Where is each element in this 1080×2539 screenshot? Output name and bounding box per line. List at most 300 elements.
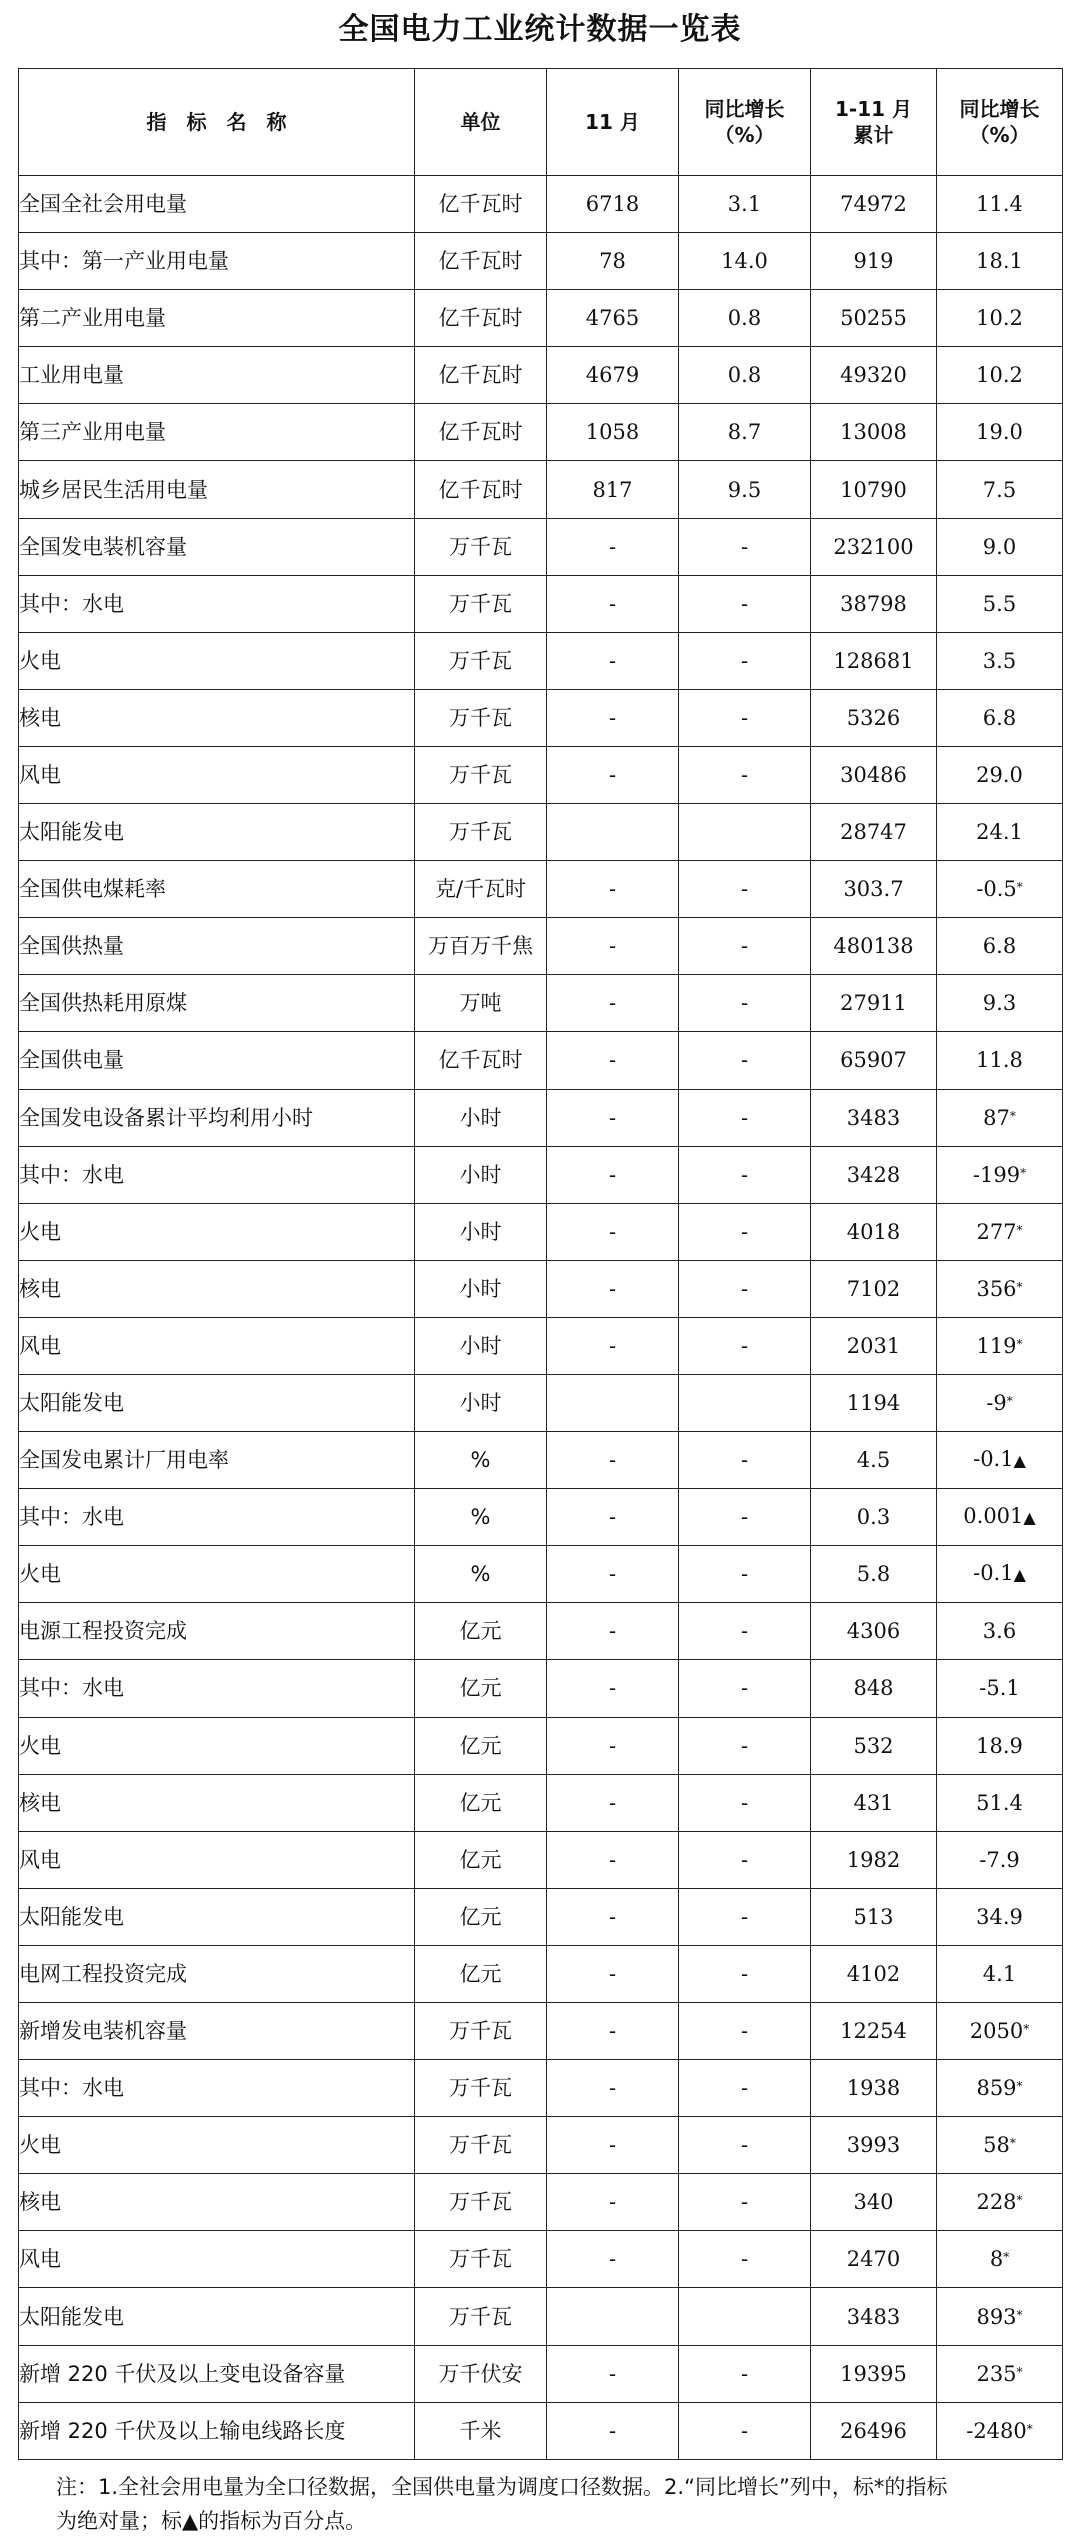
indicator-name-cell: 其中：水电 xyxy=(19,2060,415,2117)
yoy-month-cell: - xyxy=(679,1603,811,1660)
statistics-table xyxy=(18,68,1063,2460)
month-value-cell: - xyxy=(547,1888,679,1945)
yoy-cumulative-cell xyxy=(937,2003,1063,2060)
indicator-name-cell: 其中：第一产业用电量 xyxy=(19,233,415,290)
indicator-name-cell: 新增 220 千伏及以上输电线路长度 xyxy=(19,2402,415,2459)
yoy-cumulative-cell xyxy=(937,404,1063,461)
yoy-cumulative-cell xyxy=(937,1489,1063,1546)
indicator-name-cell: 其中：水电 xyxy=(19,1660,415,1717)
month-value-cell: - xyxy=(547,1146,679,1203)
unit-cell: 万千瓦 xyxy=(415,518,547,575)
table-row xyxy=(19,1432,1063,1489)
table-row xyxy=(19,2003,1063,2060)
yoy-month-cell: - xyxy=(679,1945,811,2002)
cumulative-value-cell: 3428 xyxy=(811,1146,937,1203)
table-row xyxy=(19,1603,1063,1660)
yoy-cumulative-value: -5.1 xyxy=(979,1676,1020,1701)
table-row xyxy=(19,632,1063,689)
cumulative-value-cell: 19395 xyxy=(811,2345,937,2402)
unit-cell: 亿千瓦时 xyxy=(415,176,547,233)
month-value-cell: - xyxy=(547,2060,679,2117)
indicator-name-cell: 新增 220 千伏及以上变电设备容量 xyxy=(19,2345,415,2402)
month-value-cell: - xyxy=(547,1831,679,1888)
cumulative-value-cell: 848 xyxy=(811,1660,937,1717)
month-value-cell: - xyxy=(547,1945,679,2002)
yoy-cumulative-value: 893 xyxy=(976,2304,1017,2329)
indicator-name-cell: 核电 xyxy=(19,689,415,746)
cumulative-value-cell: 5.8 xyxy=(811,1546,937,1603)
cumulative-value-cell: 74972 xyxy=(811,176,937,233)
percentage-point-mark: ▲ xyxy=(1013,1451,1026,1471)
month-value-cell: - xyxy=(547,1717,679,1774)
table-row xyxy=(19,2060,1063,2117)
cumulative-value-cell: 3483 xyxy=(811,1089,937,1146)
table-row xyxy=(19,1546,1063,1603)
unit-cell: 亿千瓦时 xyxy=(415,233,547,290)
yoy-cumulative-value: 2050 xyxy=(969,2019,1024,2044)
header-yoy-month xyxy=(679,69,811,176)
yoy-cumulative-value: 11.4 xyxy=(976,192,1023,217)
absolute-value-mark: * xyxy=(1023,2022,1030,2037)
indicator-name-cell: 工业用电量 xyxy=(19,347,415,404)
absolute-value-mark: * xyxy=(1016,2307,1023,2322)
yoy-month-cell: 3.1 xyxy=(679,176,811,233)
header-month: 11 月 xyxy=(547,69,679,176)
table-row xyxy=(19,1489,1063,1546)
yoy-cumulative-cell xyxy=(937,176,1063,233)
month-value-cell: - xyxy=(547,1260,679,1317)
table-row xyxy=(19,1888,1063,1945)
absolute-value-mark: * xyxy=(1016,2193,1023,2208)
yoy-cumulative-value: 8 xyxy=(989,2247,1004,2272)
indicator-name-cell: 全国供热耗用原煤 xyxy=(19,975,415,1032)
month-value-cell: - xyxy=(547,632,679,689)
yoy-cumulative-cell xyxy=(937,2345,1063,2402)
month-value-cell: - xyxy=(547,689,679,746)
yoy-cumulative-cell xyxy=(937,518,1063,575)
yoy-cumulative-value: 859 xyxy=(976,2076,1017,2101)
cumulative-value-cell: 50255 xyxy=(811,290,937,347)
yoy-cumulative-value: 29.0 xyxy=(976,762,1023,787)
cumulative-value-cell: 13008 xyxy=(811,404,937,461)
indicator-name-cell: 太阳能发电 xyxy=(19,804,415,861)
cumulative-value-cell: 12254 xyxy=(811,2003,937,2060)
unit-cell: 万千瓦 xyxy=(415,2174,547,2231)
indicator-name-cell: 太阳能发电 xyxy=(19,1374,415,1431)
cumulative-value-cell: 1938 xyxy=(811,2060,937,2117)
yoy-cumulative-cell xyxy=(937,1546,1063,1603)
month-value-cell: 4765 xyxy=(547,290,679,347)
yoy-cumulative-value: 0.001 xyxy=(963,1504,1024,1529)
cumulative-value-cell: 38798 xyxy=(811,575,937,632)
table-row xyxy=(19,518,1063,575)
yoy-cumulative-cell xyxy=(937,1660,1063,1717)
cumulative-value-cell: 3483 xyxy=(811,2288,937,2345)
yoy-cumulative-value: 9.3 xyxy=(982,991,1017,1016)
yoy-cumulative-value: 3.5 xyxy=(982,648,1017,673)
cumulative-value-cell: 26496 xyxy=(811,2402,937,2459)
unit-cell: 亿元 xyxy=(415,1603,547,1660)
unit-cell: 亿元 xyxy=(415,1774,547,1831)
absolute-value-mark: * xyxy=(1016,1279,1023,1294)
header-indicator-name: 指 标 名 称 xyxy=(19,69,415,176)
yoy-month-cell: - xyxy=(679,746,811,803)
month-value-cell: - xyxy=(547,861,679,918)
yoy-cumulative-cell xyxy=(937,290,1063,347)
month-value-cell: - xyxy=(547,2117,679,2174)
yoy-cumulative-value: 277 xyxy=(976,1219,1017,1244)
yoy-month-cell: 8.7 xyxy=(679,404,811,461)
cumulative-value-cell: 2470 xyxy=(811,2231,937,2288)
yoy-cumulative-value: 58 xyxy=(983,2133,1010,2158)
unit-cell: % xyxy=(415,1546,547,1603)
indicator-name-cell: 全国发电设备累计平均利用小时 xyxy=(19,1089,415,1146)
yoy-cumulative-value: 356 xyxy=(976,1276,1017,1301)
table-row xyxy=(19,1374,1063,1431)
absolute-value-mark: * xyxy=(1016,1336,1023,1351)
table-row xyxy=(19,746,1063,803)
indicator-name-cell: 城乡居民生活用电量 xyxy=(19,461,415,518)
yoy-cumulative-value: 9.0 xyxy=(982,534,1017,559)
absolute-value-mark: * xyxy=(1016,2079,1023,2094)
table-row xyxy=(19,1203,1063,1260)
table-row xyxy=(19,347,1063,404)
cumulative-value-cell: 1982 xyxy=(811,1831,937,1888)
indicator-name-cell: 电网工程投资完成 xyxy=(19,1945,415,2002)
indicator-name-cell: 其中：水电 xyxy=(19,575,415,632)
indicator-name-cell: 核电 xyxy=(19,1774,415,1831)
unit-cell: 小时 xyxy=(415,1317,547,1374)
unit-cell: 万千瓦 xyxy=(415,804,547,861)
month-value-cell: - xyxy=(547,518,679,575)
table-row xyxy=(19,2117,1063,2174)
unit-cell: 万千伏安 xyxy=(415,2345,547,2402)
month-value-cell: - xyxy=(547,2402,679,2459)
yoy-month-cell: - xyxy=(679,918,811,975)
yoy-cumulative-value: -2480 xyxy=(966,2418,1027,2443)
table-row xyxy=(19,975,1063,1032)
table-row xyxy=(19,233,1063,290)
yoy-month-cell: - xyxy=(679,2174,811,2231)
yoy-month-cell: - xyxy=(679,1489,811,1546)
month-value-cell: 78 xyxy=(547,233,679,290)
month-value-cell: 817 xyxy=(547,461,679,518)
unit-cell: 亿千瓦时 xyxy=(415,347,547,404)
unit-cell: 小时 xyxy=(415,1260,547,1317)
unit-cell: 万千瓦 xyxy=(415,2231,547,2288)
table-row xyxy=(19,2231,1063,2288)
indicator-name-cell: 核电 xyxy=(19,1260,415,1317)
indicator-name-cell: 第二产业用电量 xyxy=(19,290,415,347)
unit-cell: 小时 xyxy=(415,1089,547,1146)
unit-cell: 亿元 xyxy=(415,1945,547,2002)
header-unit: 单位 xyxy=(415,69,547,176)
month-value-cell: - xyxy=(547,1032,679,1089)
month-value-cell: - xyxy=(547,2174,679,2231)
unit-cell: 亿元 xyxy=(415,1717,547,1774)
yoy-cumulative-value: 10.2 xyxy=(976,363,1023,388)
absolute-value-mark: * xyxy=(1016,1222,1023,1237)
yoy-cumulative-cell xyxy=(937,1032,1063,1089)
cumulative-value-cell: 49320 xyxy=(811,347,937,404)
unit-cell: 亿千瓦时 xyxy=(415,1032,547,1089)
yoy-cumulative-value: -9 xyxy=(986,1391,1007,1416)
yoy-month-cell: - xyxy=(679,689,811,746)
yoy-cumulative-value: -7.9 xyxy=(979,1847,1020,1872)
yoy-cumulative-cell xyxy=(937,1945,1063,2002)
unit-cell: 小时 xyxy=(415,1203,547,1260)
indicator-name-cell: 全国发电累计厂用电率 xyxy=(19,1432,415,1489)
cumulative-value-cell: 28747 xyxy=(811,804,937,861)
yoy-cumulative-cell xyxy=(937,1603,1063,1660)
yoy-cumulative-value: 10.2 xyxy=(976,306,1023,331)
indicator-name-cell: 火电 xyxy=(19,1546,415,1603)
unit-cell: 亿千瓦时 xyxy=(415,461,547,518)
indicator-name-cell: 风电 xyxy=(19,1317,415,1374)
table-header-row xyxy=(19,69,1063,176)
yoy-cumulative-cell xyxy=(937,1432,1063,1489)
unit-cell: 万吨 xyxy=(415,975,547,1032)
table-row xyxy=(19,1717,1063,1774)
footnote-line1: 注：1.全社会用电量为全口径数据，全国供电量为调度口径数据。2.“同比增长”列中，标*的指标 xyxy=(56,2475,948,2499)
month-value-cell: 4679 xyxy=(547,347,679,404)
header-yoy-cumulative-line1: 同比增长 xyxy=(959,97,1040,121)
unit-cell: % xyxy=(415,1432,547,1489)
yoy-cumulative-cell xyxy=(937,861,1063,918)
yoy-cumulative-value: 34.9 xyxy=(976,1904,1023,1929)
table-row xyxy=(19,461,1063,518)
absolute-value-mark: * xyxy=(1026,2421,1033,2436)
yoy-cumulative-cell xyxy=(937,632,1063,689)
indicator-name-cell: 太阳能发电 xyxy=(19,2288,415,2345)
header-cumulative-line2: 累计 xyxy=(853,123,894,147)
table-row xyxy=(19,1260,1063,1317)
indicator-name-cell: 太阳能发电 xyxy=(19,1888,415,1945)
month-value-cell: - xyxy=(547,1317,679,1374)
yoy-month-cell: - xyxy=(679,632,811,689)
yoy-cumulative-cell xyxy=(937,1774,1063,1831)
yoy-month-cell: 14.0 xyxy=(679,233,811,290)
absolute-value-mark: * xyxy=(1003,2250,1010,2265)
table-row xyxy=(19,1660,1063,1717)
indicator-name-cell: 全国供电量 xyxy=(19,1032,415,1089)
yoy-month-cell: - xyxy=(679,2345,811,2402)
indicator-name-cell: 火电 xyxy=(19,2117,415,2174)
month-value-cell: - xyxy=(547,2003,679,2060)
unit-cell: 亿千瓦时 xyxy=(415,404,547,461)
yoy-month-cell: - xyxy=(679,1774,811,1831)
table-row xyxy=(19,861,1063,918)
yoy-month-cell: - xyxy=(679,1546,811,1603)
indicator-name-cell: 其中：水电 xyxy=(19,1489,415,1546)
month-value-cell: - xyxy=(547,2345,679,2402)
table-row xyxy=(19,290,1063,347)
yoy-cumulative-value: 7.5 xyxy=(982,477,1017,502)
yoy-month-cell: - xyxy=(679,2117,811,2174)
unit-cell: 小时 xyxy=(415,1374,547,1431)
yoy-cumulative-value: 235 xyxy=(976,2361,1017,2386)
month-value-cell: - xyxy=(547,2231,679,2288)
absolute-value-mark: * xyxy=(1020,1165,1027,1180)
cumulative-value-cell: 0.3 xyxy=(811,1489,937,1546)
yoy-cumulative-value: 18.1 xyxy=(976,249,1023,274)
yoy-month-cell: - xyxy=(679,1260,811,1317)
absolute-value-mark: * xyxy=(1016,880,1023,895)
yoy-cumulative-cell xyxy=(937,1146,1063,1203)
unit-cell: 万千瓦 xyxy=(415,632,547,689)
month-value-cell: - xyxy=(547,975,679,1032)
yoy-month-cell: - xyxy=(679,575,811,632)
header-yoy-month-line2: （%） xyxy=(714,123,775,147)
indicator-name-cell: 全国全社会用电量 xyxy=(19,176,415,233)
yoy-cumulative-value: 24.1 xyxy=(976,820,1023,845)
yoy-month-cell: - xyxy=(679,1203,811,1260)
percentage-point-mark: ▲ xyxy=(1013,1565,1026,1585)
table-row xyxy=(19,1089,1063,1146)
table-row xyxy=(19,1032,1063,1089)
month-value-cell: - xyxy=(547,1546,679,1603)
yoy-cumulative-cell xyxy=(937,2174,1063,2231)
absolute-value-mark: * xyxy=(1006,1394,1013,1409)
yoy-cumulative-value: 4.1 xyxy=(982,1961,1017,1986)
indicator-name-cell: 火电 xyxy=(19,1717,415,1774)
percentage-point-mark: ▲ xyxy=(1023,1508,1036,1528)
yoy-cumulative-cell xyxy=(937,1374,1063,1431)
table-row xyxy=(19,2345,1063,2402)
unit-cell: 万千瓦 xyxy=(415,2117,547,2174)
yoy-cumulative-value: 11.8 xyxy=(976,1048,1023,1073)
cumulative-value-cell: 232100 xyxy=(811,518,937,575)
footnote-line2: 为绝对量；标▲的指标为百分点。 xyxy=(56,2509,367,2533)
indicator-name-cell: 全国供电煤耗率 xyxy=(19,861,415,918)
cumulative-value-cell: 4102 xyxy=(811,1945,937,2002)
indicator-name-cell: 火电 xyxy=(19,1203,415,1260)
yoy-month-cell: - xyxy=(679,2003,811,2060)
yoy-cumulative-value: -0.5 xyxy=(976,877,1017,902)
cumulative-value-cell: 513 xyxy=(811,1888,937,1945)
cumulative-value-cell: 431 xyxy=(811,1774,937,1831)
month-value-cell xyxy=(547,804,679,861)
table-row xyxy=(19,804,1063,861)
cumulative-value-cell: 3993 xyxy=(811,2117,937,2174)
unit-cell: 亿元 xyxy=(415,1660,547,1717)
cumulative-value-cell: 919 xyxy=(811,233,937,290)
month-value-cell: - xyxy=(547,575,679,632)
cumulative-value-cell: 5326 xyxy=(811,689,937,746)
month-value-cell: - xyxy=(547,1489,679,1546)
cumulative-value-cell: 2031 xyxy=(811,1317,937,1374)
indicator-name-cell: 新增发电装机容量 xyxy=(19,2003,415,2060)
month-value-cell: 1058 xyxy=(547,404,679,461)
yoy-cumulative-value: 119 xyxy=(976,1333,1017,1358)
yoy-month-cell: - xyxy=(679,1089,811,1146)
cumulative-value-cell: 1194 xyxy=(811,1374,937,1431)
cumulative-value-cell: 30486 xyxy=(811,746,937,803)
yoy-cumulative-value: 87 xyxy=(983,1105,1010,1130)
cumulative-value-cell: 10790 xyxy=(811,461,937,518)
yoy-month-cell: - xyxy=(679,2231,811,2288)
yoy-cumulative-value: 18.9 xyxy=(976,1733,1023,1758)
yoy-cumulative-value: 3.6 xyxy=(982,1619,1017,1644)
yoy-month-cell: - xyxy=(679,1660,811,1717)
unit-cell: 万千瓦 xyxy=(415,746,547,803)
month-value-cell: - xyxy=(547,1089,679,1146)
yoy-cumulative-value: -199 xyxy=(972,1162,1021,1187)
yoy-month-cell: - xyxy=(679,975,811,1032)
yoy-cumulative-value: 51.4 xyxy=(976,1790,1023,1815)
unit-cell: 克/千瓦时 xyxy=(415,861,547,918)
cumulative-value-cell: 4.5 xyxy=(811,1432,937,1489)
absolute-value-mark: * xyxy=(1009,1108,1016,1123)
indicator-name-cell: 核电 xyxy=(19,2174,415,2231)
yoy-month-cell xyxy=(679,804,811,861)
indicator-name-cell: 其中：水电 xyxy=(19,1146,415,1203)
table-row xyxy=(19,1831,1063,1888)
unit-cell: 千米 xyxy=(415,2402,547,2459)
month-value-cell: - xyxy=(547,746,679,803)
absolute-value-mark: * xyxy=(1016,2364,1023,2379)
yoy-cumulative-cell xyxy=(937,689,1063,746)
header-cumulative xyxy=(811,69,937,176)
page-title: 全国电力工业统计数据一览表 xyxy=(338,12,742,47)
header-yoy-month-line1: 同比增长 xyxy=(704,97,785,121)
yoy-cumulative-value: 6.8 xyxy=(982,705,1017,730)
yoy-cumulative-cell xyxy=(937,975,1063,1032)
month-value-cell: 6718 xyxy=(547,176,679,233)
yoy-cumulative-cell xyxy=(937,2060,1063,2117)
table-row xyxy=(19,2288,1063,2345)
yoy-cumulative-cell xyxy=(937,1888,1063,1945)
yoy-cumulative-cell xyxy=(937,233,1063,290)
cumulative-value-cell: 480138 xyxy=(811,918,937,975)
header-yoy-cumulative-line2: （%） xyxy=(969,123,1030,147)
yoy-cumulative-cell xyxy=(937,2402,1063,2459)
yoy-cumulative-cell xyxy=(937,1260,1063,1317)
yoy-month-cell: 0.8 xyxy=(679,347,811,404)
yoy-month-cell: 9.5 xyxy=(679,461,811,518)
unit-cell: 万千瓦 xyxy=(415,2003,547,2060)
table-row xyxy=(19,2174,1063,2231)
month-value-cell: - xyxy=(547,1203,679,1260)
month-value-cell: - xyxy=(547,1774,679,1831)
yoy-cumulative-cell xyxy=(937,746,1063,803)
table-row xyxy=(19,2402,1063,2459)
yoy-cumulative-cell xyxy=(937,575,1063,632)
unit-cell: % xyxy=(415,1489,547,1546)
month-value-cell xyxy=(547,1374,679,1431)
table-row xyxy=(19,689,1063,746)
unit-cell: 亿千瓦时 xyxy=(415,290,547,347)
cumulative-value-cell: 4018 xyxy=(811,1203,937,1260)
month-value-cell xyxy=(547,2288,679,2345)
yoy-month-cell: - xyxy=(679,2060,811,2117)
header-yoy-cumulative xyxy=(937,69,1063,176)
cumulative-value-cell: 303.7 xyxy=(811,861,937,918)
yoy-cumulative-value: -0.1 xyxy=(973,1447,1014,1472)
absolute-value-mark: * xyxy=(1009,2136,1016,2151)
indicator-name-cell: 全国供热量 xyxy=(19,918,415,975)
yoy-month-cell xyxy=(679,1374,811,1431)
table-row xyxy=(19,918,1063,975)
unit-cell: 亿元 xyxy=(415,1831,547,1888)
table-row xyxy=(19,1945,1063,2002)
yoy-cumulative-value: 6.8 xyxy=(982,934,1017,959)
indicator-name-cell: 第三产业用电量 xyxy=(19,404,415,461)
cumulative-value-cell: 128681 xyxy=(811,632,937,689)
yoy-cumulative-value: 228 xyxy=(976,2190,1017,2215)
indicator-name-cell: 全国发电装机容量 xyxy=(19,518,415,575)
yoy-cumulative-cell xyxy=(937,804,1063,861)
